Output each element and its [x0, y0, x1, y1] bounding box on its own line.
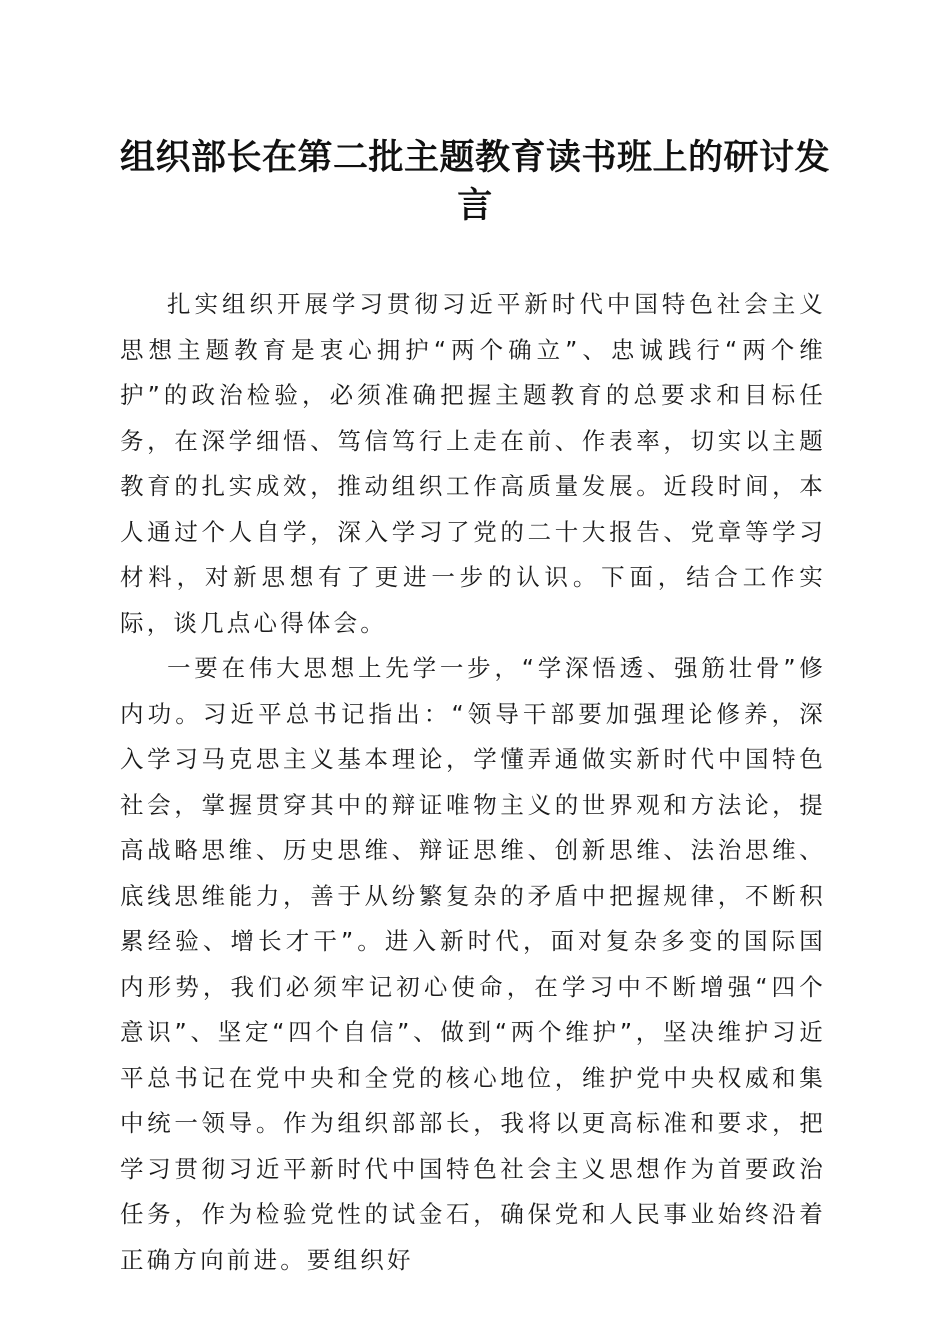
paragraph-intro: 扎实组织开展学习贯彻习近平新时代中国特色社会主义思想主题教育是衷心拥护“两个确立”、忠诚践行“两个维护”的政治检验，必须准确把握主题教育的总要求和目标任务，在深学细悟、笃信笃行上走在前、作表率，切实以主题教育的扎实成效，推动组织工作高质量发展。近段时间，本人通过个人自学，深入学习了党的二十大报告、党章等学习材料，对新思想有了更进一步的认识。下面，结合工作实际，谈几点心得体会。 [120, 290, 826, 637]
document-title: 组织部长在第二批主题教育读书班上的研讨发言 [119, 137, 830, 226]
paragraph-point-one: 一要在伟大思想上先学一步，“学深悟透、强筋壮骨”修内功。习近平总书记指出：“领导干部要加强理论修养，深入学习马克思主义基本理论，学懂弄通做实新时代中国特色社会，掌握贯穿其中的辩证唯物主义的世界观和方法论，提高战略思维、历史思维、辩证思维、创新思维、法治思维、底线思维能力，善于从纷繁复杂的矛盾中把握规律，不断积累经验、增长才干”。进入新时代，面对复杂多变的国际国内形势，我们必须牢记初心使命，在学习中不断增强“四个意识”、坚定“四个自信”、做到“两个维护”，坚决维护习近平总书记在党中央和全党的核心地位，维护党中央权威和集中统一领导。作为组织部部长，我将以更高标准和要求，把学习贯彻习近平新时代中国特色社会主义思想作为首要政治任务，作为检验党性的试金石，确保党和人民事业始终沿着正确方向前进。要组织好 [120, 654, 826, 1274]
document-body [120, 282, 826, 1283]
